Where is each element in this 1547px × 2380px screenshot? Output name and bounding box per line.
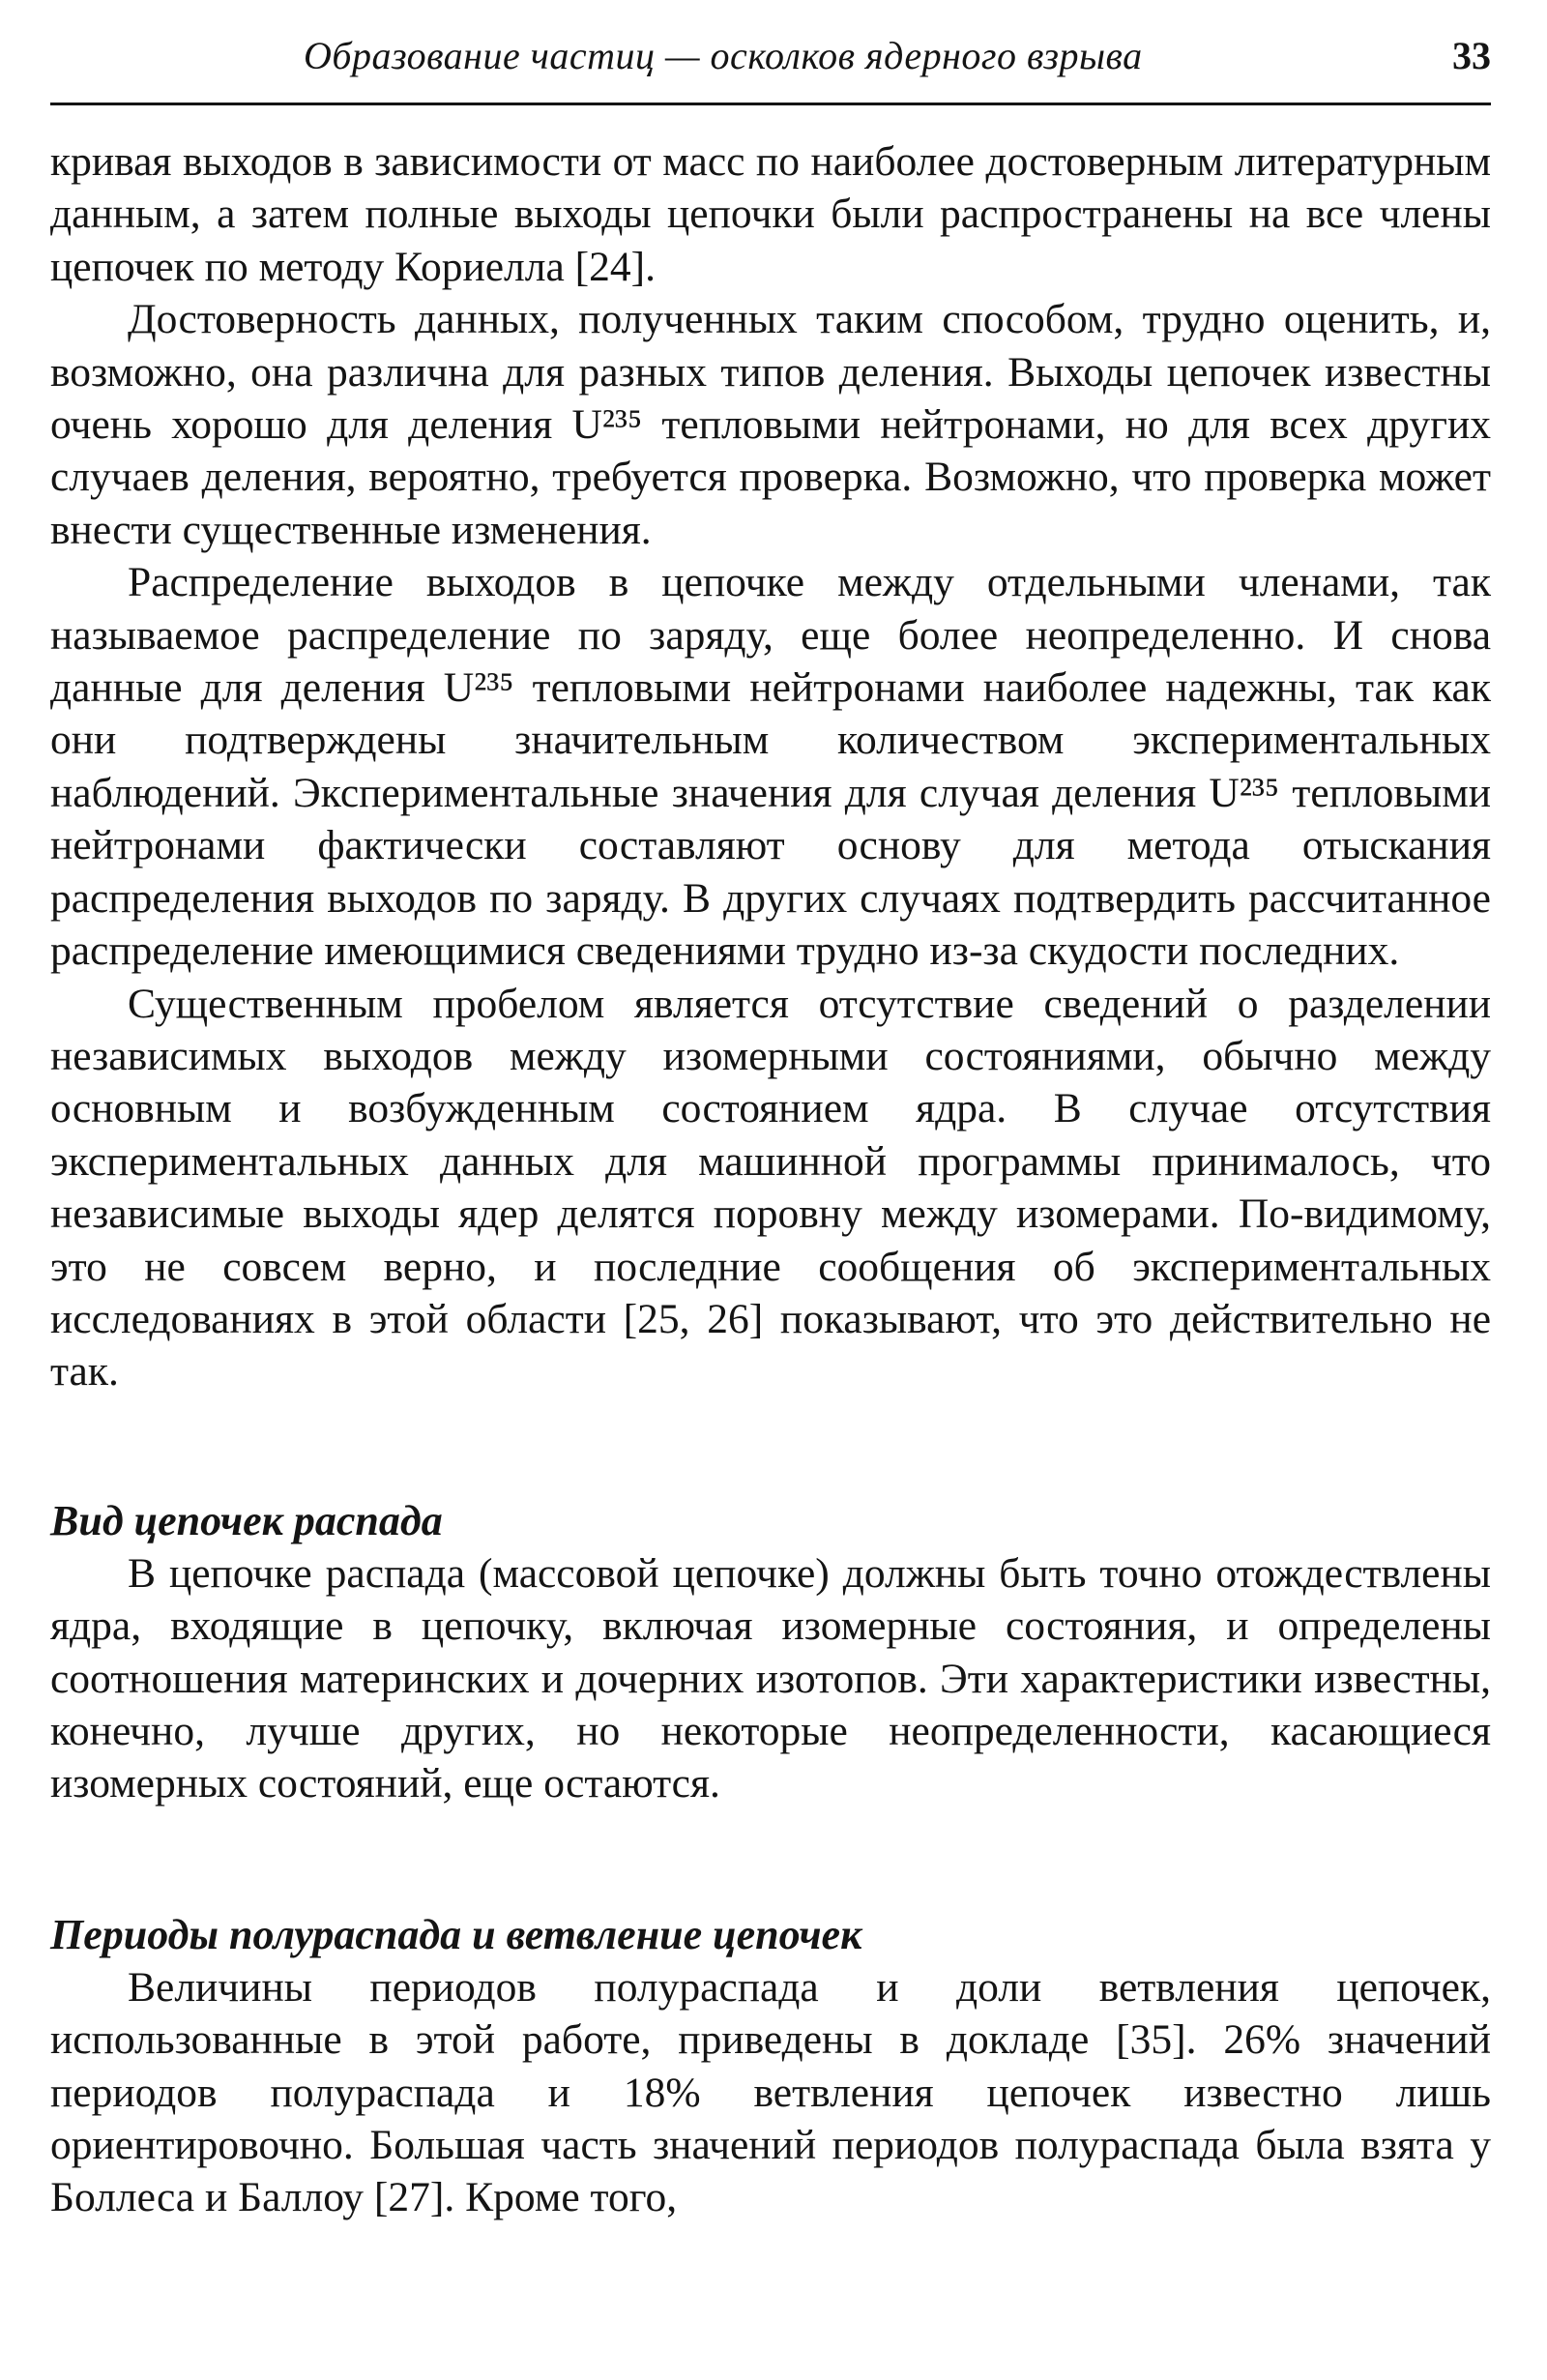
body-text xyxy=(50,135,1491,2224)
paragraph-continuation: кривая выходов в зависимости от масс по наиболее достоверным литературным данным, а затем полные выходы цепочки были распространены на все члены цепочек по методу Кориелла [24]. xyxy=(50,138,1491,290)
section-paragraph: Величины периодов полураспада и доли ветвления цепочек, использованные в этой работе, приведены в докладе [35]. 26% значений периодов полураспада и 18% ветвления цепочек известно лишь ориентировочно. Большая часть значений периодов полураспада была взята у Боллеса и Баллоу [27]. Кроме того, xyxy=(50,1963,1491,2221)
paragraph: Распределение выходов в цепочке между отдельными членами, так называемое распределение по заряду, еще более неопределенно. И снова данные для деления U²³⁵ тепловыми нейтронами наиболее надежны, так как они подтверждены значительным количеством экспериментальных наблюдений. Экспериментальные значения для случая деления U²³⁵ тепловыми нейтронами фактически составляют основу для метода отыскания распределения выходов по заряду. В других случаях подтвердить рассчитанное распределение имеющимися сведениями трудно из-за скудости последних. xyxy=(50,559,1491,975)
running-title: Образование частиц — осколков ядерного взрыва xyxy=(304,34,1143,77)
section-title-half-lives: Периоды полураспада и ветвление цепочек xyxy=(50,1910,862,1958)
page-number: 33 xyxy=(1452,34,1491,77)
section-paragraph: В цепочке распада (массовой цепочке) должны быть точно отождествлены ядра, входящие в цепочку, включая изомерные состояния, и определены соотношения материнских и дочерних изотопов. Эти характеристики известны, конечно, лучше других, но некоторые неопределенности, касающиеся изомерных состояний, еще остаются. xyxy=(50,1549,1491,1807)
paragraph: Достоверность данных, полученных таким способом, трудно оценить, и, возможно, она различна для разных типов деления. Выходы цепочек известны очень хорошо для деления U²³⁵ тепловыми нейтронами, но для всех других случаев деления, вероятно, требуется проверка. Возможно, что проверка может внести существенные изменения. xyxy=(50,296,1491,553)
paragraph: Существенным пробелом является отсутствие сведений о разделении независимых выходов между изомерными состояниями, обычно между основным и возбужденным состоянием ядра. В случае отсутствия экспериментальных данных для машинной программы принималось, что независимые выходы ядер делятся поровну между изомерами. По-видимому, это не совсем верно, и последние сообщения об экспериментальных исследованиях в этой области [25, 26] показывают, что это действительно не так. xyxy=(50,980,1491,1396)
section-title-decay-chains: Вид цепочек распада xyxy=(50,1496,443,1544)
page-header xyxy=(50,25,1491,105)
